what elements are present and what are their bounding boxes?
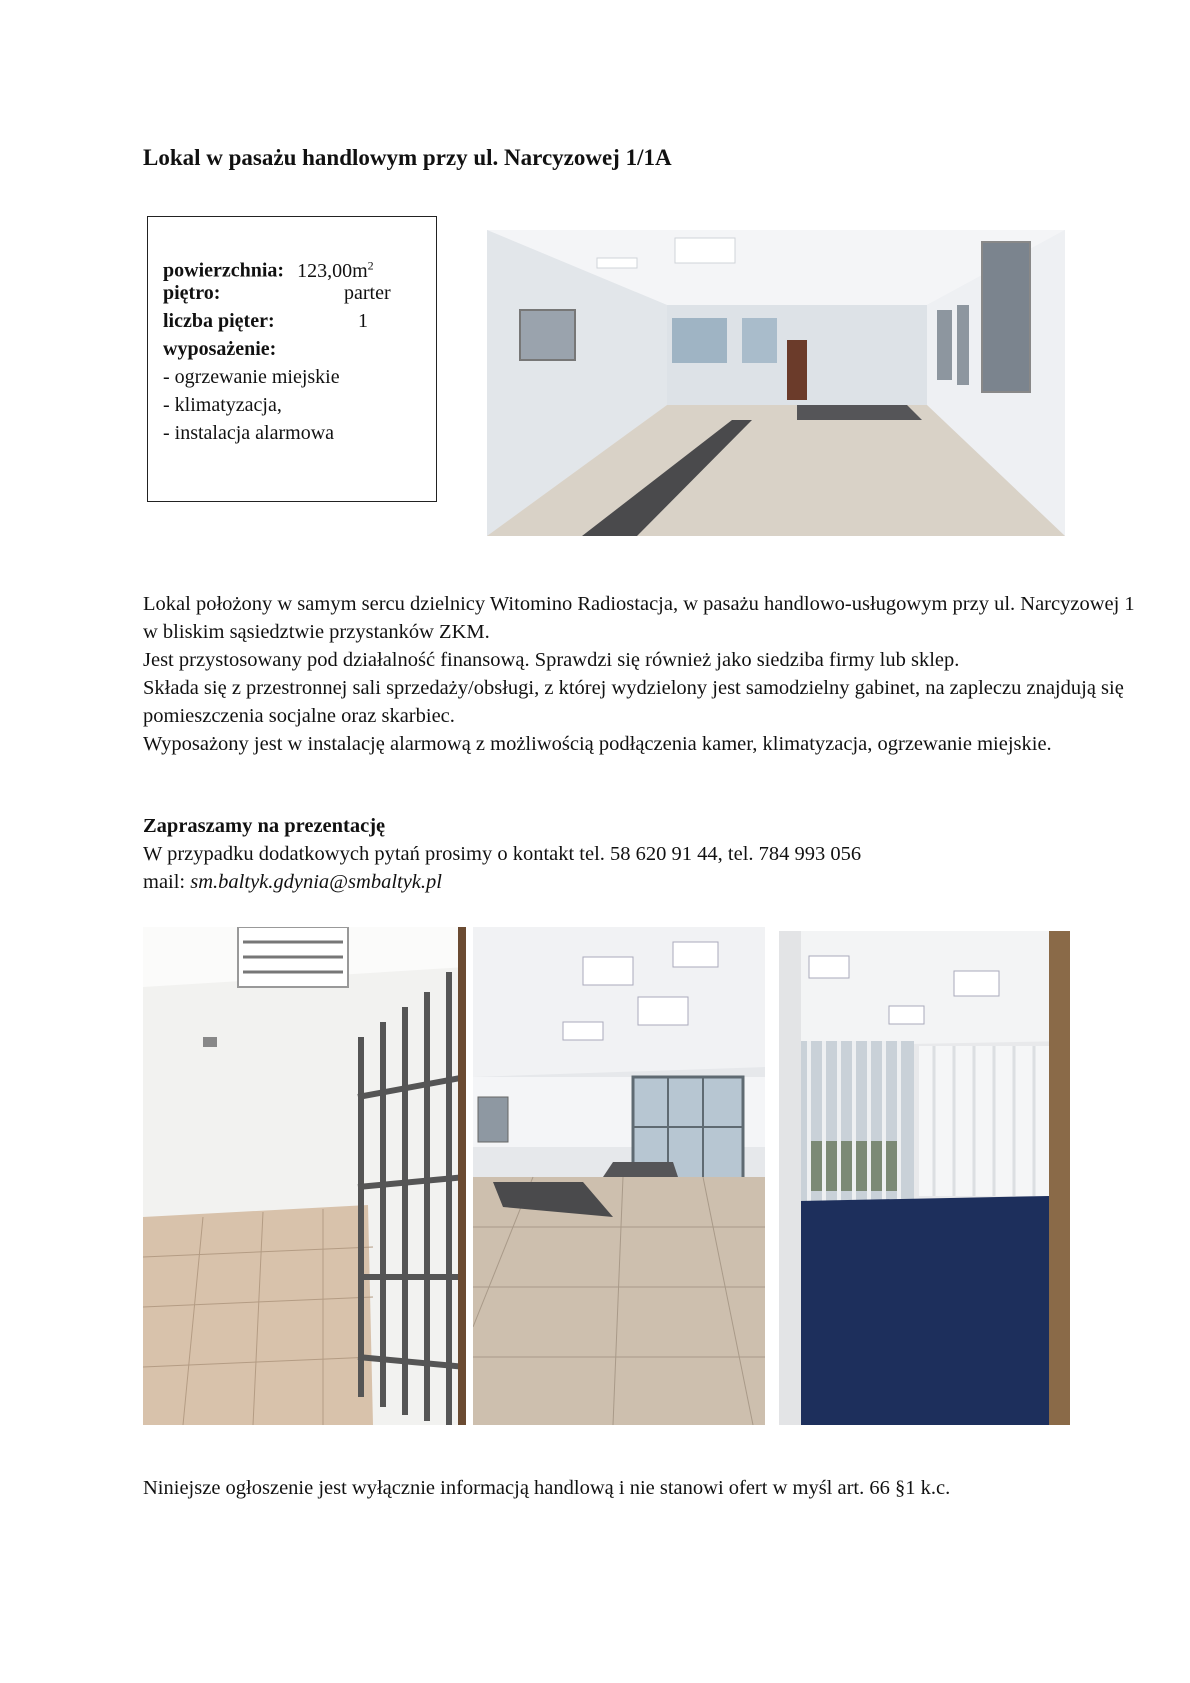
- invitation-heading: Zapraszamy na prezentację: [143, 815, 386, 837]
- description-paragraph: Wyposażony jest w instalację alarmową z możliwością podłączenia kamer, klimatyzacja, ogrzewanie miejskie.: [143, 733, 1052, 755]
- contact-mail-row: mail: sm.baltyk.gdynia@smbaltyk.pl: [143, 871, 442, 893]
- contact-phones: W przypadku dodatkowych pytań prosimy o kontakt tel. 58 620 91 44, tel. 784 993 056: [143, 843, 862, 865]
- description-paragraph: Lokal położony w samym sercu dzielnicy Witomino Radiostacja, w pasażu handlowo-usługowym przy ul. Narcyzowej 1 w bliskim sąsiedztwie przystanków ZKM.: [143, 593, 1135, 643]
- email-link[interactable]: sm.baltyk.gdynia@smbaltyk.pl: [190, 871, 442, 893]
- page-title: Lokal w pasażu handlowym przy ul. Narcyzowej 1/1A: [143, 145, 672, 170]
- property-info-box: [147, 216, 437, 502]
- floor-label: piętro:: [163, 282, 221, 304]
- floors-value: 1: [358, 310, 368, 332]
- description-paragraph: Jest przystosowany pod działalność finansową. Sprawdzi się również jako siedziba firmy lub sklep.: [143, 649, 960, 671]
- equipment-item: - ogrzewanie miejskie: [163, 366, 340, 388]
- equipment-item: - instalacja alarmowa: [163, 422, 335, 444]
- vault-photo: [143, 927, 466, 1425]
- floor-row: [163, 279, 220, 307]
- office-room-photo: [779, 931, 1070, 1425]
- area-value: $123,00m^2$: [297, 258, 374, 282]
- equipment-label: wyposażenie:: [163, 338, 277, 360]
- legal-disclaimer: Niniejsze ogłoszenie jest wyłącznie informacją handlową i nie stanowi ofert w myśl art. 66 §1 k.c.: [143, 1477, 951, 1499]
- sales-room-photo: [473, 927, 765, 1425]
- description-paragraph: Składa się z przestronnej sali sprzedaży/obsługi, z której wydzielony jest samodzielny gabinet, na zapleczu znajdują się pomieszczenia socjalne oraz skarbiec.: [143, 677, 1124, 727]
- area-label: powierzchnia:: [163, 259, 285, 282]
- main-hall-photo: [487, 230, 1065, 536]
- floors-label: liczba pięter:: [163, 310, 275, 332]
- invitation-block: [143, 812, 861, 896]
- floors-row: [163, 307, 275, 335]
- description: [143, 590, 1153, 758]
- floor-value: parter: [344, 282, 391, 304]
- equipment-item: - klimatyzacja,: [163, 394, 282, 416]
